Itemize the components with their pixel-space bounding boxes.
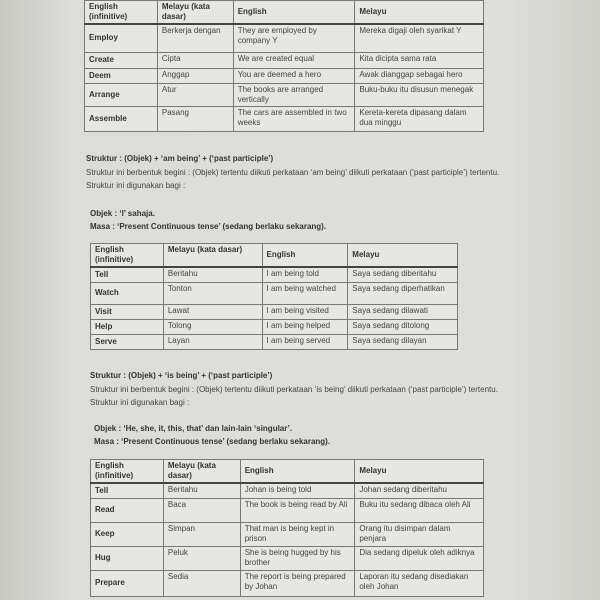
table-cell: Layan [163,334,262,349]
table-3-container [90,459,484,597]
table-cell: Simpan [163,522,240,546]
column-header: English [262,244,348,268]
table-cell: Laporan itu sedang disediakan oleh Johan [355,570,484,596]
table-cell: Tonton [163,282,262,304]
table-cell: That man is being kept in prison [240,522,355,546]
table-cell: Buku-buku itu disusun menegak [355,83,484,106]
section-description: Struktur ini berbentuk begini : (Objek) tertentu diikuti perkataan ‘is being’ diikuti perkataan (‘past participle’) tertentu. Struktur ini digunakan bagi : [90,384,498,407]
table-cell: Help [91,319,164,334]
table-cell: Saya sedang diberitahu [348,267,458,282]
table-row [91,522,484,546]
table-cell: We are created equal [233,52,355,68]
table-cell: Johan is being told [240,483,355,498]
table-cell: Dia sedang dipeluk oleh adiknya [355,546,484,570]
table-cell: Atur [157,83,233,106]
section-title: Struktur : (Objek) + ‘am being’ + (‘past participle’) [86,154,274,163]
table-cell: Awak dianggap sebagai hero [355,68,484,83]
objek-line: Objek : ‘I’ sahaja. [90,208,155,218]
table-cell: Watch [91,282,164,304]
table-cell: They are employed by company Y [233,24,355,52]
table-cell: Peluk [163,546,240,570]
table-row [91,282,458,304]
column-header: English [233,1,355,25]
table-row [85,83,484,106]
table-cell: I am being visited [262,304,348,319]
table-cell: Lawat [163,304,262,319]
table-cell: I am being watched [262,282,348,304]
column-header: English (infinitive) [91,460,164,484]
table-cell: Hug [91,546,164,570]
table-cell: Beritahu [163,483,240,498]
column-header: English (infinitive) [85,1,158,25]
table-cell: Sedia [163,570,240,596]
table-row [91,304,458,319]
vocab-table-2 [90,243,458,350]
table-header-row [91,460,484,484]
table-cell: Tolong [163,319,262,334]
table-cell: I am being helped [262,319,348,334]
table-cell: You are deemed a hero [233,68,355,83]
table-cell: The book is being read by Ali [240,498,355,522]
table-cell: Saya sedang diperhatikan [348,282,458,304]
table-cell: Prepare [91,570,164,596]
column-header: Melayu [355,1,484,25]
table-cell: Saya sedang ditolong [348,319,458,334]
table-cell: Orang itu disimpan dalam penjara [355,522,484,546]
table-cell: Arrange [85,83,158,106]
table-cell: The cars are assembled in two weeks [233,106,355,131]
section-am-being [86,152,516,234]
table-header-row [91,244,458,268]
table-row [91,570,484,596]
table-cell: Tell [91,267,164,282]
table-row [91,498,484,522]
table-cell: Deem [85,68,158,83]
table-cell: Kita dicipta sama rata [355,52,484,68]
section-title: Struktur : (Objek) + ‘is being’ + (‘past participle’) [90,371,273,380]
table-2-container [90,243,458,350]
table-cell: Visit [91,304,164,319]
section-description: Struktur ini berbentuk begini : (Objek) tertentu diikuti perkataan ‘am being’ diikuti perkataan (‘past participle’) tertentu. Struktur ini digunakan bagi : [86,167,500,190]
table-row [85,24,484,52]
table-row [91,267,458,282]
table-cell: Create [85,52,158,68]
table-row [85,68,484,83]
column-header: Melayu [348,244,458,268]
table-row [91,546,484,570]
table-cell: Anggap [157,68,233,83]
objek-line: Objek : ‘He, she, it, this, that’ dan lain-lain ‘singular’. [94,423,293,433]
table-cell: Baca [163,498,240,522]
column-header: Melayu (kata dasar) [157,1,233,25]
table-row [85,52,484,68]
section-is-being [90,369,520,449]
column-header: English (infinitive) [91,244,164,268]
table-1-container [84,0,484,132]
table-cell: Read [91,498,164,522]
masa-line: Masa : ‘Present Continuous tense’ (sedang berlaku sekarang). [94,437,331,446]
table-cell: Saya sedang dilawati [348,304,458,319]
table-cell: Tell [91,483,164,498]
table-cell: Serve [91,334,164,349]
table-cell: Mereka digaji oleh syarikat Y [355,24,484,52]
table-row [91,483,484,498]
table-cell: Kereta-kereta dipasang dalam dua minggu [355,106,484,131]
table-cell: I am being told [262,267,348,282]
masa-line: Masa : ‘Present Continuous tense’ (sedang berlaku sekarang). [90,222,327,231]
table-cell: The books are arranged vertically [233,83,355,106]
table-cell: Keep [91,522,164,546]
table-row [91,319,458,334]
column-header: Melayu (kata dasar) [163,460,240,484]
vocab-table-3 [90,459,484,597]
column-header: Melayu [355,460,484,484]
column-header: Melayu (kata dasar) [163,244,262,268]
column-header: English [240,460,355,484]
table-header-row [85,1,484,25]
vocab-table-1 [84,0,484,132]
table-cell: She is being hugged by his brother [240,546,355,570]
table-cell: Pasang [157,106,233,131]
table-row [91,334,458,349]
table-cell: Employ [85,24,158,52]
table-cell: I am being served [262,334,348,349]
table-cell: Beritahu [163,267,262,282]
table-cell: Saya sedang dilayan [348,334,458,349]
table-cell: Buku itu sedang dibaca oleh Ali [355,498,484,522]
table-cell: Johan sedang diberitahu [355,483,484,498]
table-cell: Assemble [85,106,158,131]
table-cell: Berkerja dengan [157,24,233,52]
table-row [85,106,484,131]
table-cell: The report is being prepared by Johan [240,570,355,596]
table-cell: Cipta [157,52,233,68]
